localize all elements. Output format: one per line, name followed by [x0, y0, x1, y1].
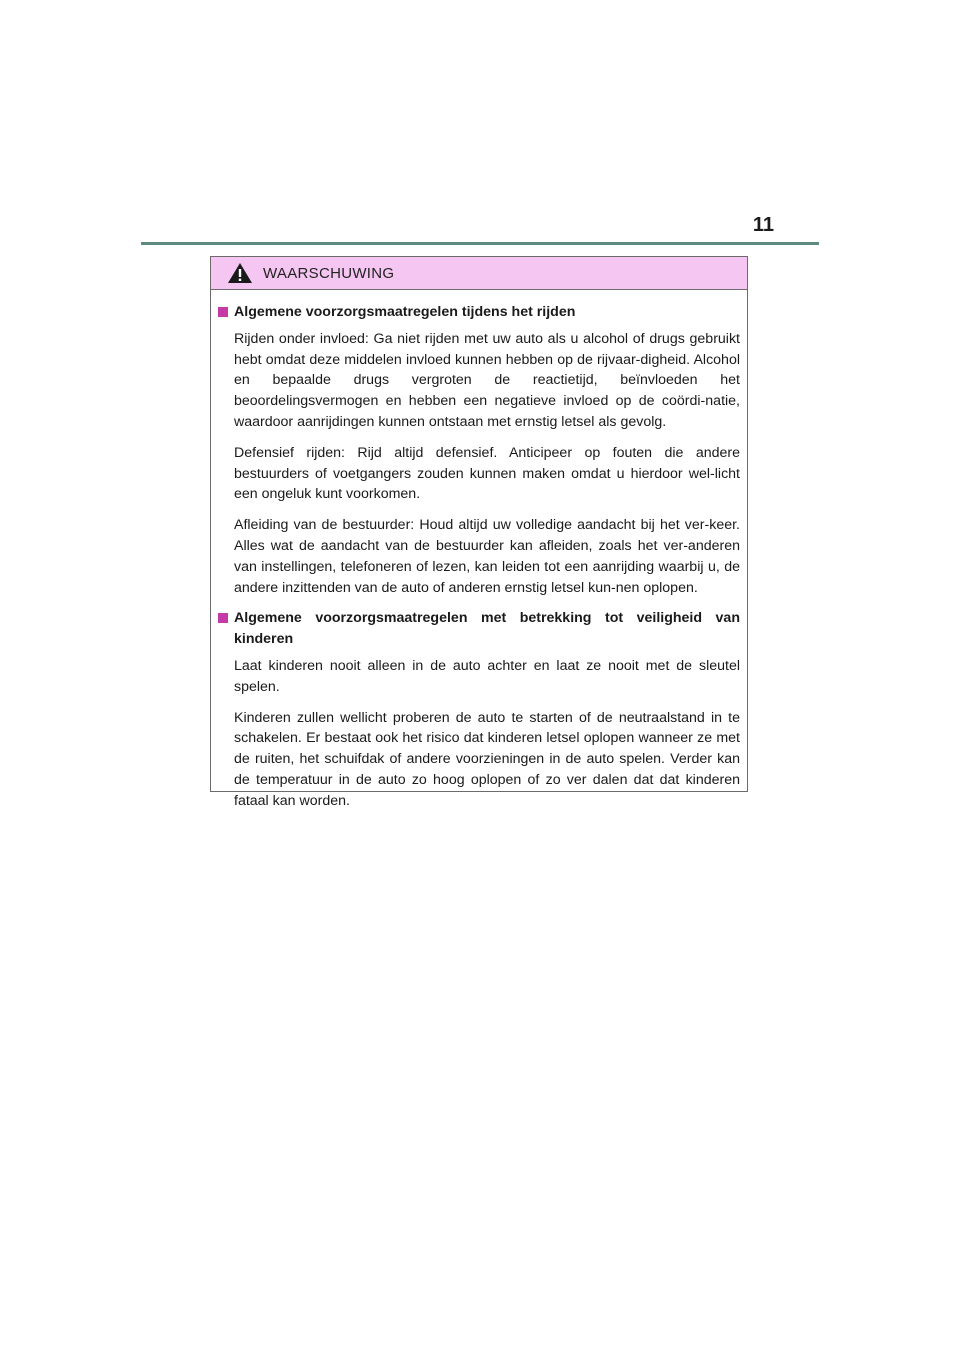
section-heading — [218, 302, 740, 323]
paragraph: Rijden onder invloed: Ga niet rijden met uw auto als u alcohol of drugs gebruikt hebt omdat deze middelen invloed kunnen hebben op de rijvaar-digheid. Alcohol en bepaalde drugs vergroten de reactietijd, beïnvloeden het beoordelingsvermogen en hebben een negatieve invloed op de coördi-natie, waardoor aanrijdingen kunnen ontstaan met ernstig letsel als gevolg. — [234, 330, 740, 430]
page-number: 11 — [752, 214, 774, 236]
paragraph: Defensief rijden: Rijd altijd defensief. Anticipeer op fouten die andere bestuurders of voetgangers zouden kunnen maken omdat u hierdoor wel-licht een ongeluk kunt voorkomen. — [234, 444, 740, 503]
warning-body — [211, 290, 747, 812]
section-heading — [218, 608, 740, 650]
warning-header — [211, 257, 747, 290]
bullet-square-icon — [218, 613, 228, 623]
warning-title: WAARSCHUWING — [263, 264, 395, 282]
paragraph: Laat kinderen nooit alleen in de auto achter en laat ze nooit met de sleutel spelen. — [234, 657, 740, 695]
paragraph: Afleiding van de bestuurder: Houd altijd uw volledige aandacht bij het ver-keer. Alles wat de aandacht van de bestuurder kan afleiden, zoals het ver-anderen van instellingen, telefoneren of lezen, kan leiden tot een aanrijding waarbij u, de andere inzittenden van de auto of anderen ernstig letsel kun-nen oplopen. — [234, 517, 740, 596]
header-rule — [141, 242, 819, 245]
section-heading-text: Algemene voorzorgsmaatregelen met betrekking tot veiligheid van kinderen — [234, 610, 740, 648]
section-heading-text: Algemene voorzorgsmaatregelen tijdens het rijden — [234, 304, 576, 320]
bullet-square-icon — [218, 307, 228, 317]
warning-box — [210, 256, 748, 809]
paragraph: Kinderen zullen wellicht proberen de auto te starten of de neutraalstand in te schakelen. Er bestaat ook het risico dat kinderen letsel oplopen wanneer ze met de ruiten, het schuifdak of andere voorzieningen in de auto spelen. Verder kan de temperatuur in de auto zo hoog oplopen of zo ver dalen dat dat kinderen fataal kan worden. — [234, 709, 740, 809]
warning-triangle-icon — [227, 262, 253, 284]
